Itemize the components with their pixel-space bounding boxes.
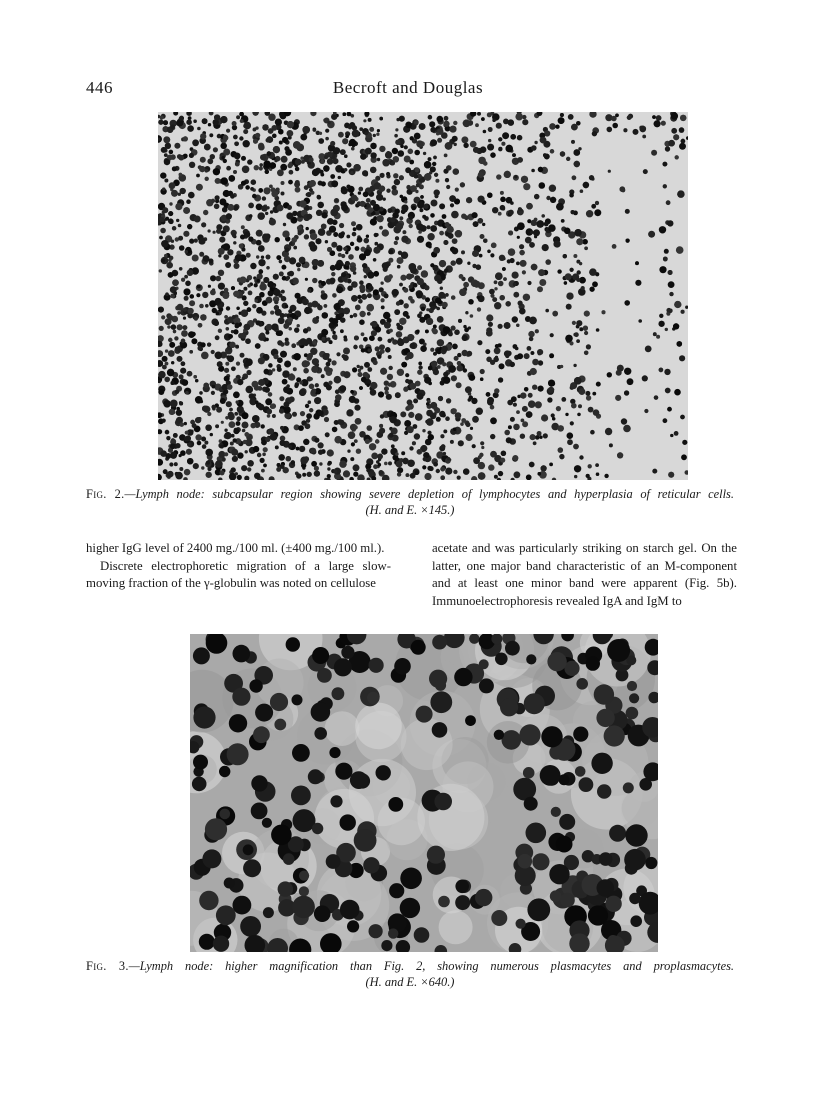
page-number: 446 <box>86 78 113 97</box>
text-column-left <box>86 540 391 593</box>
figure-2-image <box>158 112 688 480</box>
running-title: Becroft and Douglas <box>332 78 484 97</box>
text-column-right <box>432 540 737 610</box>
figure-3-caption <box>86 958 734 990</box>
paragraph: higher IgG level of 2400 mg./100 ml. (±400 mg./100 ml.). <box>86 541 385 555</box>
figure-2-micrograph <box>158 112 688 480</box>
paragraph: acetate and was particularly striking on starch gel. On the latter, one major band characteristic of an M-component and at least one minor band were apparent (Fig. 5b). Immunoelectrophoresis revealed IgA and IgM to <box>432 541 737 608</box>
figure-2-stain: (H. and E. ×145.) <box>365 503 455 517</box>
figure-3-image <box>190 634 658 952</box>
figure-2-caption <box>86 486 734 518</box>
figure-2-caption-text: —Lymph node: subcapsular region showing severe depletion of lymphocytes and hyperplasia of reticular cells. <box>124 487 734 501</box>
figure-3-label: Fig. 3. <box>86 959 129 973</box>
figure-2-label: Fig. 2. <box>86 487 125 501</box>
figure-3-stain: (H. and E. ×640.) <box>365 975 455 989</box>
figure-3-caption-text: —Lymph node: higher magnification than Fig. 2, showing numerous plasmacytes and proplasmacytes. <box>128 959 734 973</box>
paragraph: Discrete electrophoretic migration of a large slow-moving fraction of the γ-globulin was noted on cellulose <box>86 558 391 591</box>
figure-3-micrograph <box>190 634 658 952</box>
